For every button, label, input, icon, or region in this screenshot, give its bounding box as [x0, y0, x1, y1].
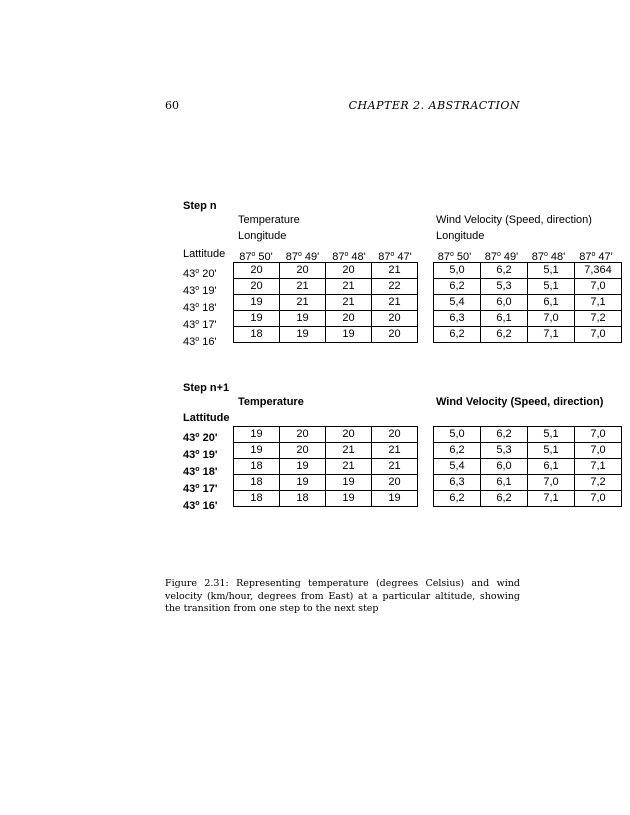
table-cell: 20: [280, 427, 326, 443]
table-cell: 7,0: [575, 327, 622, 343]
table-cell: 7,2: [575, 311, 622, 327]
table-cell: 19: [280, 475, 326, 491]
table-cell: 7,0: [575, 279, 622, 295]
table-cell: 18: [234, 327, 280, 343]
step-n-temp-title: Temperature: [238, 214, 300, 226]
table-row: [434, 475, 622, 491]
table-cell: 5,3: [481, 279, 528, 295]
table-cell: 18: [234, 475, 280, 491]
figure-caption: Figure 2.31: Representing temperature (degrees Celsius) and wind velocity (km/hour, degrees from East) at a particular altitude, showing the transition from one step to the next step: [165, 578, 520, 614]
latitude-value: 43$^o$ 18': [183, 302, 217, 314]
latitude-label: [183, 314, 217, 331]
table-row: [434, 295, 622, 311]
table-cell: 6,0: [481, 459, 528, 475]
table-row: [434, 491, 622, 507]
table-cell: 20: [372, 327, 418, 343]
table-cell: 18: [234, 491, 280, 507]
table-cell: 21: [280, 295, 326, 311]
table-cell: 7,1: [528, 491, 575, 507]
table-cell: 6,2: [481, 327, 528, 343]
table-cell: 20: [280, 443, 326, 459]
table-cell: 5,0: [434, 427, 481, 443]
table-row: [234, 475, 418, 491]
table-cell: 21: [372, 295, 418, 311]
table-cell: 19: [326, 475, 372, 491]
latitude-label: [183, 280, 217, 297]
table-cell: 6,2: [434, 491, 481, 507]
table-cell: 21: [326, 443, 372, 459]
table-cell: 20: [234, 279, 280, 295]
table-cell: 21: [326, 279, 372, 295]
latitude-value: 43$^o$ 16': [183, 336, 217, 348]
table-row: [434, 263, 622, 279]
step-n1-latitude-column: [183, 427, 217, 512]
latitude-label: [183, 331, 217, 348]
table-row: [434, 279, 622, 295]
table-cell: 7,0: [575, 427, 622, 443]
table-cell: 21: [326, 459, 372, 475]
table-cell: 6,2: [434, 327, 481, 343]
step-n-label: Step n: [183, 200, 217, 212]
step-n1-wind-title: Wind Velocity (Speed, direction): [436, 396, 604, 408]
latitude-value: 43$^o$ 19': [183, 449, 218, 461]
step-n-temp-subtitle: Longitude: [238, 230, 287, 242]
table-cell: 21: [280, 279, 326, 295]
table-cell: 6,1: [528, 295, 575, 311]
table-cell: 7,364: [575, 263, 622, 279]
longitude-header: [431, 246, 478, 263]
table-cell: 5,0: [434, 263, 481, 279]
table-cell: 7,1: [575, 459, 622, 475]
table-cell: 21: [372, 263, 418, 279]
table-cell: 18: [280, 491, 326, 507]
longitude-header: [233, 246, 279, 263]
step-n-latitude-column: [183, 263, 217, 348]
table-cell: 19: [280, 327, 326, 343]
table-cell: 6,1: [481, 311, 528, 327]
table-cell: 20: [326, 263, 372, 279]
table-cell: 6,1: [528, 459, 575, 475]
longitude-header: [478, 246, 525, 263]
table-cell: 7,1: [528, 327, 575, 343]
table-cell: 7,0: [528, 311, 575, 327]
table-cell: 20: [372, 311, 418, 327]
step-n-temp-longitude-header: [233, 246, 418, 263]
table-cell: 21: [326, 295, 372, 311]
step-n1-lat-header: Lattitude: [183, 412, 230, 424]
table-row: [234, 327, 418, 343]
longitude-value: 87$^o$ 50': [239, 251, 273, 263]
table-row: [234, 311, 418, 327]
table-cell: 6,1: [481, 475, 528, 491]
step-n-wind-longitude-header: [431, 246, 620, 263]
table-cell: 19: [280, 311, 326, 327]
table-cell: 21: [372, 459, 418, 475]
longitude-value: 87$^o$ 49': [484, 251, 519, 263]
table-row: [434, 311, 622, 327]
latitude-value: 43$^o$ 16': [183, 500, 218, 512]
latitude-label: [183, 297, 217, 314]
table-cell: 6,2: [434, 443, 481, 459]
table-cell: 6,3: [434, 475, 481, 491]
latitude-label: [183, 495, 217, 512]
longitude-header: [372, 246, 418, 263]
table-cell: 22: [372, 279, 418, 295]
table-cell: 6,2: [481, 491, 528, 507]
table-cell: 7,0: [575, 443, 622, 459]
table-cell: 6,2: [481, 263, 528, 279]
latitude-label: [183, 427, 217, 444]
latitude-label: [183, 263, 217, 280]
step-n-wind-title: Wind Velocity (Speed, direction): [436, 214, 592, 226]
longitude-header: [525, 246, 572, 263]
table-cell: 19: [234, 443, 280, 459]
table-cell: 18: [234, 459, 280, 475]
latitude-value: 43$^o$ 18': [183, 466, 218, 478]
table-cell: 20: [326, 311, 372, 327]
longitude-header: [326, 246, 372, 263]
table-cell: 7,1: [575, 295, 622, 311]
latitude-label: [183, 444, 217, 461]
table-row: [234, 443, 418, 459]
longitude-value: 87$^o$ 49': [285, 251, 320, 263]
table-cell: 19: [372, 491, 418, 507]
table-cell: 5,1: [528, 279, 575, 295]
table-cell: 19: [326, 327, 372, 343]
latitude-value: 43$^o$ 20': [183, 432, 218, 444]
table-row: [234, 279, 418, 295]
step-n-lat-header: Lattitude: [183, 248, 226, 260]
latitude-value: 43$^o$ 17': [183, 319, 217, 331]
table-cell: 7,0: [575, 491, 622, 507]
table-cell: 19: [234, 295, 280, 311]
step-n-wind-table: [433, 262, 622, 343]
table-cell: 6,2: [434, 279, 481, 295]
table-row: [434, 327, 622, 343]
table-cell: 5,4: [434, 295, 481, 311]
table-row: [234, 295, 418, 311]
table-row: [434, 427, 622, 443]
table-row: [434, 443, 622, 459]
longitude-value: 87$^o$ 48': [531, 251, 566, 263]
table-cell: 20: [280, 263, 326, 279]
step-n1-label: Step n+1: [183, 382, 230, 394]
table-row: [234, 427, 418, 443]
table-cell: 19: [234, 311, 280, 327]
table-cell: 7,2: [575, 475, 622, 491]
table-cell: 19: [326, 491, 372, 507]
longitude-value: 87$^o$ 48': [332, 251, 366, 263]
table-row: [234, 491, 418, 507]
table-row: [434, 459, 622, 475]
chapter-header: CHAPTER 2. ABSTRACTION: [348, 99, 520, 112]
latitude-label: [183, 478, 217, 495]
table-cell: 5,4: [434, 459, 481, 475]
table-row: [234, 263, 418, 279]
table-cell: 20: [326, 427, 372, 443]
table-cell: 20: [372, 475, 418, 491]
table-cell: 7,0: [528, 475, 575, 491]
latitude-label: [183, 461, 217, 478]
step-n1-temp-title: Temperature: [238, 396, 304, 408]
table-cell: 19: [280, 459, 326, 475]
table-cell: 5,1: [528, 263, 575, 279]
latitude-value: 43$^o$ 20': [183, 268, 217, 280]
step-n-temperature-table: [233, 262, 418, 343]
table-cell: 5,1: [528, 443, 575, 459]
latitude-value: 43$^o$ 19': [183, 285, 217, 297]
table-cell: 5,3: [481, 443, 528, 459]
step-n1-wind-table: [433, 426, 622, 507]
longitude-value: 87$^o$ 47': [378, 251, 412, 263]
step-n-wind-subtitle: Longitude: [436, 230, 485, 242]
table-cell: 19: [234, 427, 280, 443]
table-cell: 6,3: [434, 311, 481, 327]
step-n1-temperature-table: [233, 426, 418, 507]
table-row: [234, 459, 418, 475]
longitude-value: 87$^o$ 50': [437, 251, 472, 263]
table-cell: 5,1: [528, 427, 575, 443]
table-cell: 6,0: [481, 295, 528, 311]
page-number: 60: [165, 99, 179, 112]
longitude-header: [572, 246, 620, 263]
latitude-value: 43$^o$ 17': [183, 483, 218, 495]
table-cell: 6,2: [481, 427, 528, 443]
table-cell: 21: [372, 443, 418, 459]
table-cell: 20: [372, 427, 418, 443]
table-cell: 20: [234, 263, 280, 279]
longitude-value: 87$^o$ 47': [579, 251, 613, 263]
longitude-header: [279, 246, 326, 263]
